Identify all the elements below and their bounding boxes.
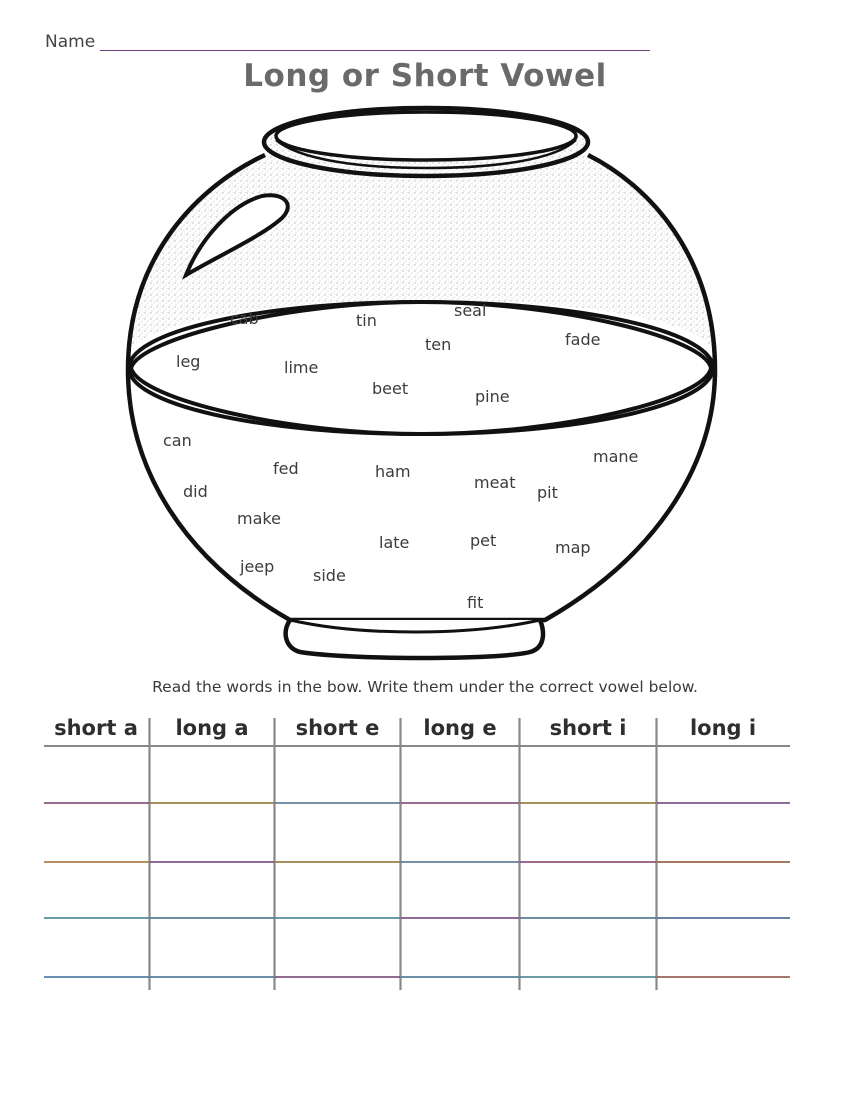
answer-cell-long-i[interactable] xyxy=(658,748,789,978)
name-label: Name xyxy=(45,32,96,52)
word-item: jeep xyxy=(240,557,275,576)
word-item: fit xyxy=(467,593,484,612)
word-item: did xyxy=(183,482,208,501)
column-header-long-a: long a xyxy=(175,716,249,740)
word-item: seal xyxy=(454,301,487,320)
word-item: make xyxy=(237,509,281,528)
word-item: meat xyxy=(474,473,516,492)
word-item: map xyxy=(555,538,591,557)
answer-cell-short-i[interactable] xyxy=(521,748,655,978)
column-header-short-a: short a xyxy=(54,716,138,740)
word-item: ham xyxy=(375,462,411,481)
word-item: beet xyxy=(372,379,409,398)
word-item: fade xyxy=(565,330,601,349)
instruction-text: Read the words in the bow. Write them under the correct vowel below. xyxy=(152,678,698,696)
column-header-short-i: short i xyxy=(549,716,627,740)
word-item: pet xyxy=(470,531,497,550)
column-header-long-i: long i xyxy=(689,716,757,740)
word-item: pine xyxy=(475,387,510,406)
answer-cell-long-a[interactable] xyxy=(151,748,273,978)
column-header-short-e: short e xyxy=(295,716,380,740)
answer-cell-short-a[interactable] xyxy=(44,748,148,978)
word-item: leg xyxy=(176,352,201,371)
word-item: fed xyxy=(273,459,299,478)
answer-cell-long-e[interactable] xyxy=(402,748,518,978)
word-item: can xyxy=(163,431,192,450)
answer-cell-short-e[interactable] xyxy=(276,748,399,978)
word-item: ten xyxy=(425,335,452,354)
word-item: tin xyxy=(356,311,377,330)
page-title: Long or Short Vowel xyxy=(243,58,607,94)
column-header-long-e: long e xyxy=(423,716,497,740)
word-item: side xyxy=(313,566,346,585)
word-item: mane xyxy=(593,447,639,466)
word-item: cab xyxy=(230,309,259,328)
word-item: pit xyxy=(537,483,558,502)
word-item: late xyxy=(379,533,410,552)
word-item: lime xyxy=(284,358,319,377)
